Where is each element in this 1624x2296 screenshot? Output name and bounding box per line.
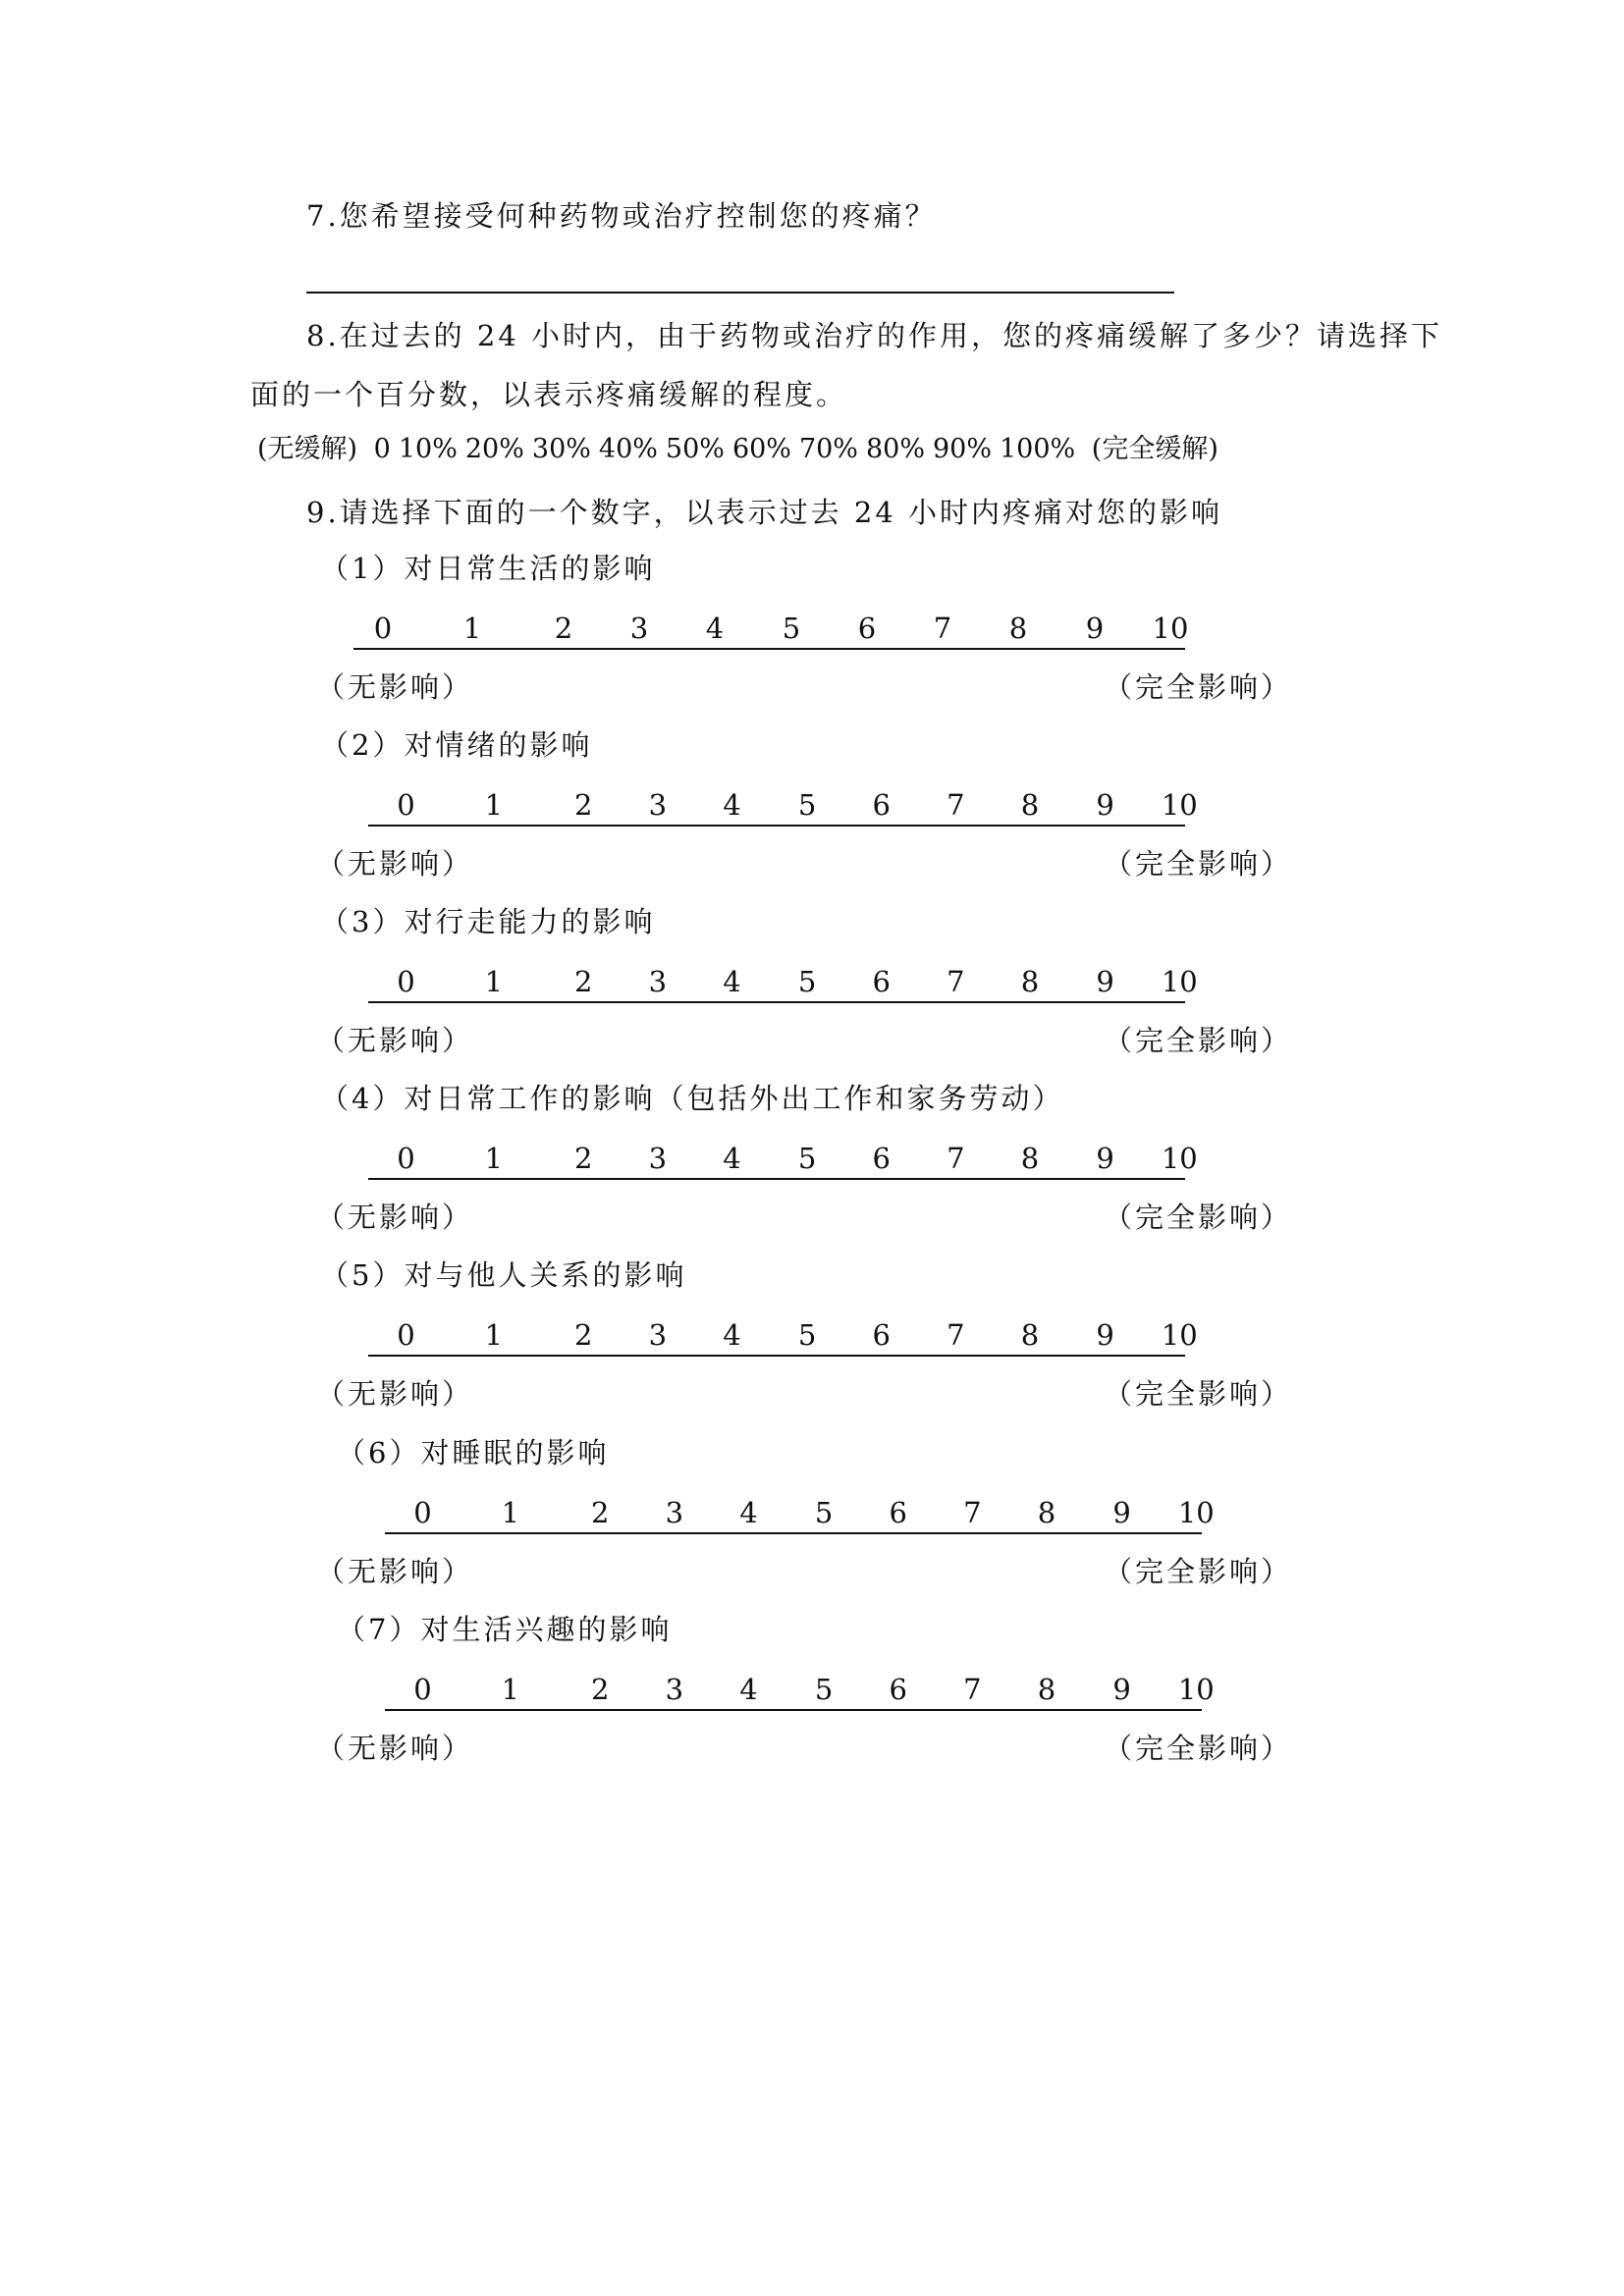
scale-number[interactable]: 4 xyxy=(723,1318,741,1352)
scale-number[interactable]: 1 xyxy=(484,1318,504,1352)
scale-number[interactable]: 5 xyxy=(797,965,817,998)
scale-number[interactable]: 10 xyxy=(1161,788,1198,822)
scale-number[interactable]: 5 xyxy=(814,1673,834,1706)
scale-number[interactable]: 1 xyxy=(501,1673,520,1706)
scale-number[interactable]: 7 xyxy=(947,788,965,822)
scale-number[interactable]: 5 xyxy=(797,1318,817,1352)
scale-number[interactable]: 2 xyxy=(573,965,593,998)
scale-number[interactable]: 9 xyxy=(1112,1496,1131,1529)
impact-scale xyxy=(385,1673,1215,1711)
scale-number[interactable]: 7 xyxy=(947,1142,965,1175)
scale-number[interactable]: 2 xyxy=(590,1673,610,1706)
scale-number[interactable]: 10 xyxy=(1161,1142,1198,1175)
scale-number[interactable]: 0 xyxy=(373,612,393,645)
scale-number[interactable]: 8 xyxy=(1008,612,1028,645)
relief-option[interactable]: 70% xyxy=(798,434,858,464)
question-9-text: 9.请选择下面的一个数字，以表示过去 24 小时内疼痛对您的影响 xyxy=(306,496,1223,529)
impact-scale xyxy=(368,788,1198,827)
scale-right-anchor-label: （完全影响） xyxy=(1104,1201,1293,1234)
scale-number[interactable]: 10 xyxy=(1152,612,1189,645)
scale-number[interactable]: 10 xyxy=(1161,1318,1198,1352)
impact-scale xyxy=(368,965,1198,1003)
impact-scale xyxy=(353,612,1189,650)
scale-number[interactable]: 7 xyxy=(933,612,952,645)
question-7-text: 7.您希望接受何种药物或治疗控制您的疼痛？ xyxy=(306,199,937,233)
relief-option[interactable]: 100% xyxy=(1000,434,1076,464)
scale-left-anchor-label: （无影响） xyxy=(316,1377,474,1411)
relief-option[interactable]: 30% xyxy=(531,434,591,464)
scale-number[interactable]: 8 xyxy=(1020,1318,1040,1352)
relief-option[interactable]: 10% xyxy=(398,434,458,464)
scale-number[interactable]: 1 xyxy=(501,1496,520,1529)
scale-number[interactable]: 0 xyxy=(397,1318,415,1352)
scale-number[interactable]: 3 xyxy=(648,1318,668,1352)
question-8-line-2: 面的一个百分数，以表示疼痛缓解的程度。 xyxy=(250,378,848,411)
scale-number[interactable]: 5 xyxy=(814,1496,834,1529)
relief-option[interactable]: 80% xyxy=(865,434,925,464)
scale-number[interactable]: 8 xyxy=(1020,788,1040,822)
scale-number[interactable]: 8 xyxy=(1020,1142,1040,1175)
scale-number[interactable]: 7 xyxy=(963,1496,982,1529)
scale-left-anchor-label: （无影响） xyxy=(316,1024,474,1057)
scale-number[interactable]: 3 xyxy=(648,965,668,998)
scale-number[interactable]: 9 xyxy=(1096,788,1114,822)
question-7-answer-line[interactable] xyxy=(306,292,1174,294)
scale-number[interactable]: 9 xyxy=(1085,612,1105,645)
scale-number[interactable]: 4 xyxy=(723,965,741,998)
scale-right-anchor-label: （完全影响） xyxy=(1104,670,1293,704)
scale-number[interactable]: 6 xyxy=(889,1673,907,1706)
relief-option[interactable]: 60% xyxy=(731,434,791,464)
relief-option[interactable]: 90% xyxy=(932,434,992,464)
relief-option[interactable]: 50% xyxy=(665,434,725,464)
scale-number[interactable]: 7 xyxy=(963,1673,982,1706)
scale-left-anchor-label: （无影响） xyxy=(316,1732,474,1765)
scale-number[interactable]: 6 xyxy=(872,965,891,998)
scale-number[interactable]: 3 xyxy=(665,1496,684,1529)
scale-number[interactable]: 6 xyxy=(889,1496,907,1529)
scale-number[interactable]: 1 xyxy=(484,1142,504,1175)
impact-item-label: （4）对日常工作的影响（包括外出工作和家务劳动） xyxy=(320,1082,1064,1115)
scale-number[interactable]: 10 xyxy=(1161,965,1198,998)
scale-number[interactable]: 8 xyxy=(1037,1496,1056,1529)
impact-item-label: （6）对睡眠的影响 xyxy=(337,1436,610,1469)
relief-left-label: (无缓解) xyxy=(257,434,358,464)
scale-number[interactable]: 2 xyxy=(573,1318,593,1352)
scale-number[interactable]: 3 xyxy=(648,1142,668,1175)
scale-number[interactable]: 0 xyxy=(397,1142,415,1175)
scale-number[interactable]: 3 xyxy=(648,788,668,822)
scale-number[interactable]: 9 xyxy=(1096,1142,1114,1175)
scale-number[interactable]: 2 xyxy=(573,1142,593,1175)
scale-number[interactable]: 2 xyxy=(590,1496,610,1529)
scale-number[interactable]: 2 xyxy=(554,612,573,645)
scale-number[interactable]: 3 xyxy=(629,612,649,645)
scale-right-anchor-label: （完全影响） xyxy=(1104,1024,1293,1057)
scale-number[interactable]: 0 xyxy=(413,1673,432,1706)
scale-number[interactable]: 10 xyxy=(1177,1496,1215,1529)
scale-number[interactable]: 0 xyxy=(397,965,415,998)
relief-option[interactable]: 40% xyxy=(598,434,658,464)
relief-option[interactable]: 20% xyxy=(464,434,524,464)
relief-option[interactable]: 0 xyxy=(373,434,391,464)
scale-number[interactable]: 6 xyxy=(872,788,891,822)
scale-number[interactable]: 1 xyxy=(484,788,504,822)
impact-item-label: （7）对生活兴趣的影响 xyxy=(337,1613,673,1646)
scale-right-anchor-label: （完全影响） xyxy=(1104,1377,1293,1411)
scale-number[interactable]: 4 xyxy=(723,1142,741,1175)
scale-number[interactable]: 4 xyxy=(739,1496,758,1529)
scale-number[interactable]: 6 xyxy=(872,1142,891,1175)
scale-left-anchor-label: （无影响） xyxy=(316,847,474,881)
scale-number[interactable]: 4 xyxy=(705,612,725,645)
scale-number[interactable]: 10 xyxy=(1177,1673,1215,1706)
scale-number[interactable]: 4 xyxy=(723,788,741,822)
scale-number[interactable]: 8 xyxy=(1020,965,1040,998)
impact-item-label: （5）对与他人关系的影响 xyxy=(320,1258,687,1292)
scale-number[interactable]: 1 xyxy=(484,965,504,998)
relief-right-label: (完全缓解) xyxy=(1091,434,1218,464)
scale-number[interactable]: 0 xyxy=(413,1496,432,1529)
relief-options xyxy=(374,436,1076,462)
scale-number[interactable]: 5 xyxy=(782,612,801,645)
impact-item-label: （3）对行走能力的影响 xyxy=(320,905,656,938)
scale-number[interactable]: 9 xyxy=(1096,965,1114,998)
impact-item-label: （2）对情绪的影响 xyxy=(320,728,593,762)
scale-number[interactable]: 9 xyxy=(1112,1673,1131,1706)
scale-right-anchor-label: （完全影响） xyxy=(1104,847,1293,881)
impact-scale xyxy=(385,1496,1215,1534)
scale-number[interactable]: 1 xyxy=(462,612,482,645)
scale-number[interactable]: 0 xyxy=(397,788,415,822)
impact-scale xyxy=(368,1142,1198,1180)
scale-right-anchor-label: （完全影响） xyxy=(1104,1732,1293,1765)
scale-number[interactable]: 6 xyxy=(857,612,877,645)
scale-number[interactable]: 7 xyxy=(947,965,965,998)
scale-number[interactable]: 5 xyxy=(797,788,817,822)
scale-right-anchor-label: （完全影响） xyxy=(1104,1555,1293,1588)
scale-number[interactable]: 8 xyxy=(1037,1673,1056,1706)
question-8-line-1: 8.在过去的 24 小时内，由于药物或治疗的作用，您的疼痛缓解了多少？请选择下 xyxy=(306,319,1443,352)
scale-number[interactable]: 5 xyxy=(797,1142,817,1175)
relief-percentage-row xyxy=(257,436,1218,462)
scale-left-anchor-label: （无影响） xyxy=(316,1201,474,1234)
scale-left-anchor-label: （无影响） xyxy=(316,1555,474,1588)
scale-number[interactable]: 4 xyxy=(739,1673,758,1706)
impact-scale xyxy=(368,1318,1198,1357)
scale-number[interactable]: 7 xyxy=(947,1318,965,1352)
scale-number[interactable]: 9 xyxy=(1096,1318,1114,1352)
scale-number[interactable]: 3 xyxy=(665,1673,684,1706)
scale-number[interactable]: 2 xyxy=(573,788,593,822)
scale-number[interactable]: 6 xyxy=(872,1318,891,1352)
scale-left-anchor-label: （无影响） xyxy=(316,670,474,704)
impact-item-label: （1）对日常生活的影响 xyxy=(320,552,656,585)
